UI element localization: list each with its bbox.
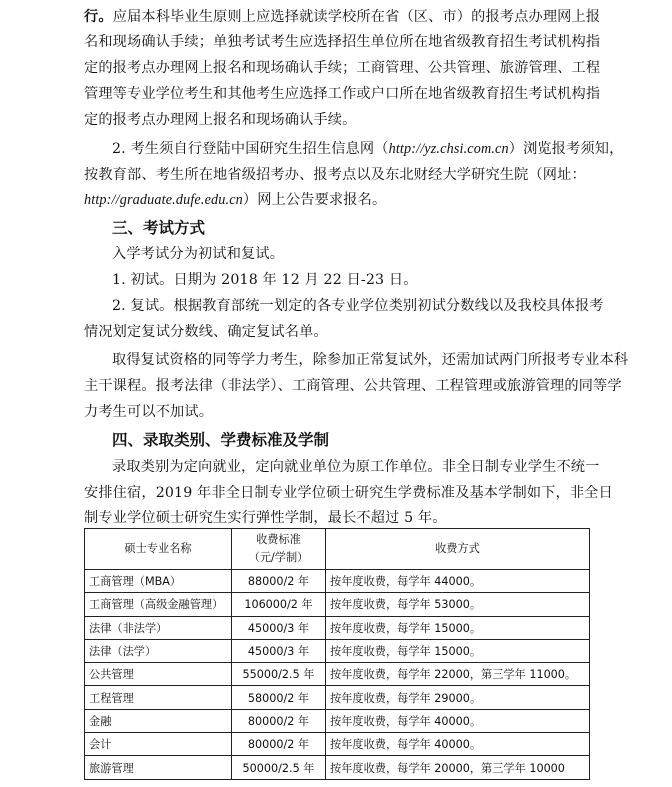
payment-method: 按年度收费，每学年 22000，第三学年 11000。 bbox=[326, 663, 590, 686]
fee-standard: 88000/2 年 bbox=[232, 570, 326, 593]
paragraph-line: 取得复试资格的同等学力考生，除参加正常复试外，还需加试两门所报考专业本科 bbox=[112, 352, 629, 368]
table-row bbox=[85, 593, 590, 616]
fee-table bbox=[84, 528, 590, 780]
paragraph-line: 力考生可以不加试。 bbox=[84, 404, 214, 420]
payment-method: 按年度收费，每学年 15000。 bbox=[326, 639, 590, 662]
payment-method: 按年度收费，每学年 40000。 bbox=[326, 733, 590, 756]
text-fragment: 应届本科毕业生原则上应选择就读学校所在省（区、市）的报考点办理网上报 bbox=[112, 9, 601, 25]
paragraph-line: 定的报考点办理网上报名和现场确认手续；工商管理、公共管理、旅游管理、工程 bbox=[84, 60, 601, 76]
paragraph-line bbox=[84, 191, 592, 209]
header-fee-line1: 收费标准 bbox=[256, 533, 301, 546]
fee-standard: 45000/3 年 bbox=[232, 616, 326, 639]
program-name: 工商管理（高级金融管理） bbox=[85, 593, 232, 616]
fee-standard: 58000/2 年 bbox=[232, 686, 326, 709]
section-heading: 三、考试方式 bbox=[112, 219, 206, 237]
header-fee-standard bbox=[232, 529, 326, 570]
text-fragment: 2. 考生须自行登陆中国研究生招生信息网（ bbox=[112, 141, 389, 157]
payment-method: 按年度收费，每学年 29000。 bbox=[326, 686, 590, 709]
paragraph-line: 入学考试分为初试和复试。 bbox=[112, 246, 285, 262]
table-header-row bbox=[85, 529, 590, 570]
fee-standard: 45000/3 年 bbox=[232, 639, 326, 662]
text-fragment: ）浏览报考须知， bbox=[508, 141, 624, 157]
program-name: 会计 bbox=[85, 733, 232, 756]
program-name: 公共管理 bbox=[85, 663, 232, 686]
payment-method: 按年度收费，每学年 40000。 bbox=[326, 709, 590, 732]
program-name: 法律（法学） bbox=[85, 639, 232, 662]
fee-standard: 106000/2 年 bbox=[232, 593, 326, 616]
program-name: 工商管理（MBA） bbox=[85, 570, 232, 593]
bold-fragment: 行。 bbox=[84, 9, 113, 25]
section-heading: 四、录取类别、学费标准及学制 bbox=[112, 431, 330, 449]
payment-method: 按年度收费，每学年 20000，第三学年 10000 bbox=[326, 756, 590, 779]
table-row bbox=[85, 733, 590, 756]
table-row bbox=[85, 570, 590, 593]
table-row bbox=[85, 663, 590, 686]
paragraph-line: 1. 初试。日期为 2018 年 12 月 22 日-23 日。 bbox=[112, 272, 418, 288]
table-row bbox=[85, 616, 590, 639]
paragraph-line: 情况划定复试分数线、确定复试名单。 bbox=[84, 324, 328, 340]
paragraph-line: 制专业学位硕士研究生实行弹性学制，最长不超过 5 年。 bbox=[84, 510, 447, 526]
text-fragment: ）网上公告要求报名。 bbox=[242, 192, 387, 208]
url-link[interactable]: http://graduate.dufe.edu.cn bbox=[84, 192, 243, 208]
url-link[interactable]: http://yz.chsi.com.cn bbox=[388, 141, 509, 157]
paragraph-line bbox=[84, 8, 601, 26]
program-name: 工程管理 bbox=[85, 686, 232, 709]
header-fee-line2: （元/学制） bbox=[248, 551, 309, 564]
program-name: 旅游管理 bbox=[85, 756, 232, 779]
table-row bbox=[85, 709, 590, 732]
paragraph-line: 按教育部、考生所在地省级招考办、报考点以及东北财经大学研究生院（网址： bbox=[84, 167, 586, 183]
payment-method: 按年度收费，每学年 53000。 bbox=[326, 593, 590, 616]
table-row bbox=[85, 686, 590, 709]
payment-method: 按年度收费，每学年 15000。 bbox=[326, 616, 590, 639]
paragraph-line: 名和现场确认手续；单独考试考生应选择招生单位所在地省级教育招生考试机构指 bbox=[84, 34, 601, 50]
program-name: 金融 bbox=[85, 709, 232, 732]
payment-method: 按年度收费，每学年 44000。 bbox=[326, 570, 590, 593]
paragraph-line: 主干课程。报考法律（非法学）、工商管理、公共管理、工程管理或旅游管理的同等学 bbox=[84, 378, 622, 394]
paragraph-line: 安排住宿，2019 年非全日制专业学位硕士研究生学费标准及基本学制如下，非全日 bbox=[84, 485, 613, 501]
header-program-name: 硕士专业名称 bbox=[85, 529, 232, 570]
fee-standard: 55000/2.5 年 bbox=[232, 663, 326, 686]
fee-standard: 80000/2 年 bbox=[232, 733, 326, 756]
paragraph-line bbox=[112, 140, 624, 158]
table-row bbox=[85, 756, 590, 779]
paragraph-line: 定的报考点办理网上报名和现场确认手续。 bbox=[84, 112, 357, 128]
fee-standard: 50000/2.5 年 bbox=[232, 756, 326, 779]
paragraph-line: 录取类别为定向就业，定向就业单位为原工作单位。非全日制专业学生不统一 bbox=[112, 459, 600, 475]
header-payment-method: 收费方式 bbox=[326, 529, 590, 570]
program-name: 法律（非法学） bbox=[85, 616, 232, 639]
paragraph-line: 管理等专业学位考生和其他考生应选择工作或户口所在地省级教育招生考试机构指 bbox=[84, 86, 601, 102]
table-row bbox=[85, 639, 590, 662]
paragraph-line: 2. 复试。根据教育部统一划定的各专业学位类别初试分数线以及我校具体报考 bbox=[112, 298, 604, 314]
fee-standard: 80000/2 年 bbox=[232, 709, 326, 732]
